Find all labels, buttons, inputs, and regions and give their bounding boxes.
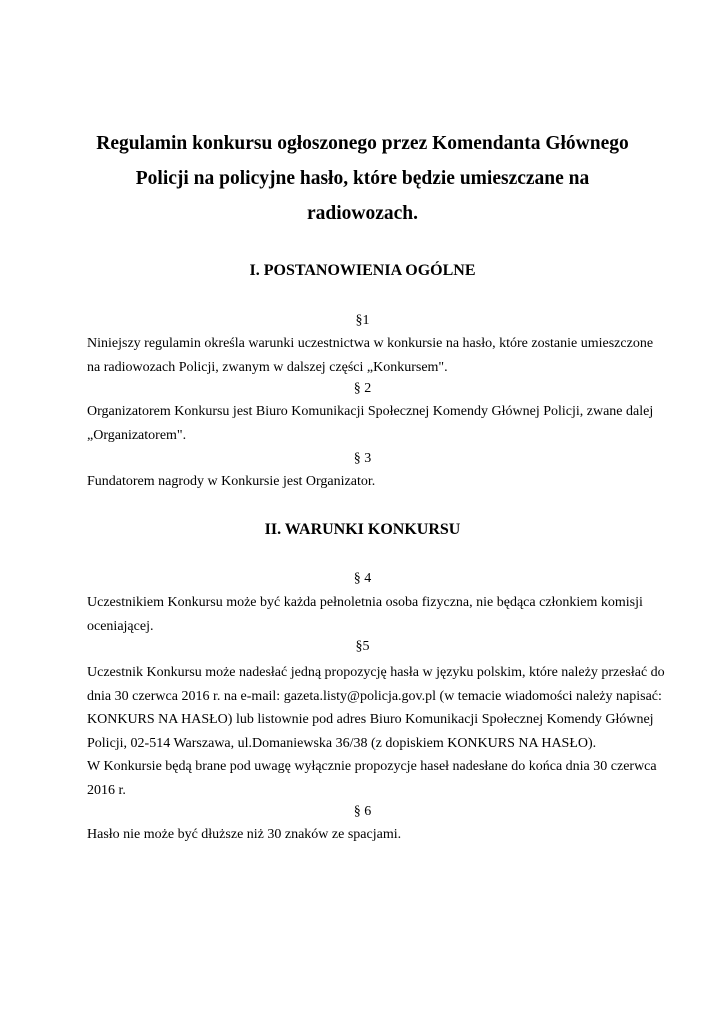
paragraph-text (87, 470, 642, 494)
paragraph-mark: § 3 (353, 451, 372, 466)
paragraph-mark: §1 (355, 313, 370, 328)
title-line: radiowozach. (306, 203, 419, 224)
paragraph-mark: § 6 (353, 804, 372, 819)
text-line: oceniającej. (87, 618, 154, 634)
paragraph-text (87, 823, 642, 847)
text-line: 2016 r. (87, 782, 126, 798)
text-line: „Organizatorem". (87, 427, 187, 443)
text-line: Uczestnikiem Konkursu może być każda pełnoletnia osoba fizyczna, nie będąca członkiem komisji (87, 595, 643, 610)
title-line: Regulamin konkursu ogłoszonego przez Komendanta Głównego (96, 133, 629, 154)
document-title (80, 126, 645, 231)
text-line: KONKURS NA HASŁO) lub listownie pod adres Biuro Komunikacji Społecznej Komendy Głównej (87, 712, 654, 727)
section-heading: II. WARUNKI KONKURSU (264, 521, 461, 538)
text-line: dnia 30 czerwca 2016 r. na e-mail: gazeta.listy@policja.gov.pl (w temacie wiadomości należy napisać: (87, 688, 662, 704)
text-line: Policji, 02-514 Warszawa, ul.Domaniewska 36/38 (z dopiskiem KONKURS NA HASŁO). (87, 735, 597, 751)
paragraph-text (87, 661, 665, 802)
paragraph-mark: § 2 (353, 381, 372, 396)
paragraph-text (87, 400, 654, 447)
title-line: Policji na policyjne hasło, które będzie umieszczane na (135, 168, 590, 189)
text-line: Hasło nie może być dłuższe niż 30 znaków ze spacjami. (87, 827, 402, 842)
paragraph-mark: §5 (355, 639, 370, 654)
text-line: Organizatorem Konkursu jest Biuro Komunikacji Społecznej Komendy Głównej Policji, zwane dalej (87, 404, 654, 419)
text-line: na radiowozach Policji, zwanym w dalszej części „Konkursem". (87, 359, 448, 375)
section-heading: I. POSTANOWIENIA OGÓLNE (249, 262, 476, 279)
paragraph-mark: § 4 (353, 571, 372, 586)
text-line: Fundatorem nagrody w Konkursie jest Organizator. (87, 474, 376, 489)
text-line: W Konkursie będą brane pod uwagę wyłącznie propozycje haseł nadesłane do końca dnia 30 czerwca (87, 759, 657, 774)
paragraph-text (87, 332, 654, 379)
text-line: Niniejszy regulamin określa warunki uczestnictwa w konkursie na hasło, które zostanie umieszczone (87, 336, 654, 351)
text-line: Uczestnik Konkursu może nadesłać jedną propozycję hasła w języku polskim, które należy przesłać do (87, 665, 665, 680)
paragraph-text (87, 591, 642, 638)
